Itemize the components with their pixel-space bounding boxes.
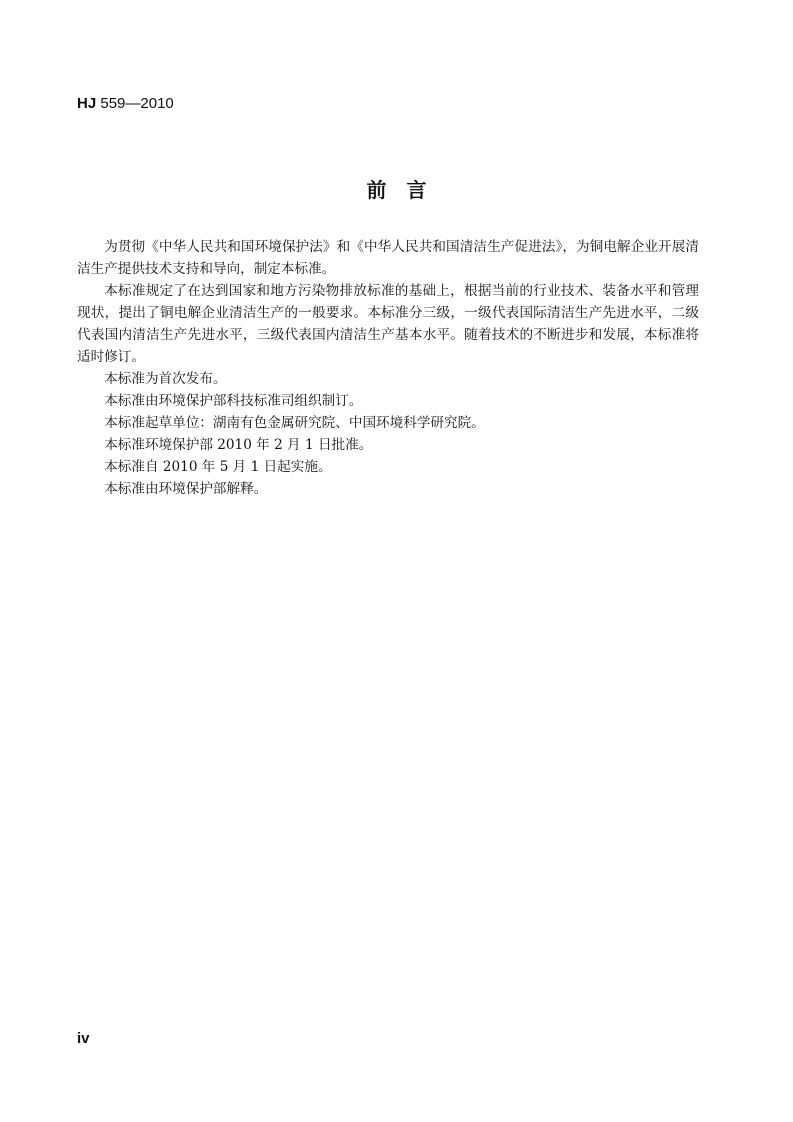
page-title: 前言 xyxy=(366,178,447,202)
foreword-body xyxy=(77,236,699,500)
paragraph-first-release: 本标准为首次发布。 xyxy=(104,371,227,387)
standard-code xyxy=(77,95,174,112)
paragraph-drafters: 本标准起草单位：湖南有色金属研究院、中国环境科学研究院。 xyxy=(104,415,485,431)
paragraph-purpose: 为贯彻《中华人民共和国环境保护法》和《中华人民共和国清洁生产促进法》，为铜电解企业开展清洁生产提供技术支持和导向，制定本标准。 xyxy=(77,239,699,277)
paragraph-interpretation: 本标准由环境保护部解释。 xyxy=(104,481,268,497)
page-number: iv xyxy=(77,1030,90,1047)
paragraph-scope: 本标准规定了在达到国家和地方污染物排放标准的基础上，根据当前的行业技术、装备水平和管理现状，提出了铜电解企业清洁生产的一般要求。本标准分三级，一级代表国际清洁生产先进水平，二级代表国内清洁生产先进水平，三级代表国内清洁生产基本水平。随着技术的不断进步和发展，本标准将适时修订。 xyxy=(77,283,699,365)
standard-code-prefix: HJ xyxy=(77,95,97,112)
paragraph-effective-date: 本标准自 2010 年 5 月 1 日起实施。 xyxy=(104,459,332,475)
paragraph-approval: 本标准环境保护部 2010 年 2 月 1 日批准。 xyxy=(104,437,373,453)
standard-code-number: 559—2010 xyxy=(100,95,174,112)
paragraph-organizer: 本标准由环境保护部科技标准司组织制订。 xyxy=(104,393,363,409)
